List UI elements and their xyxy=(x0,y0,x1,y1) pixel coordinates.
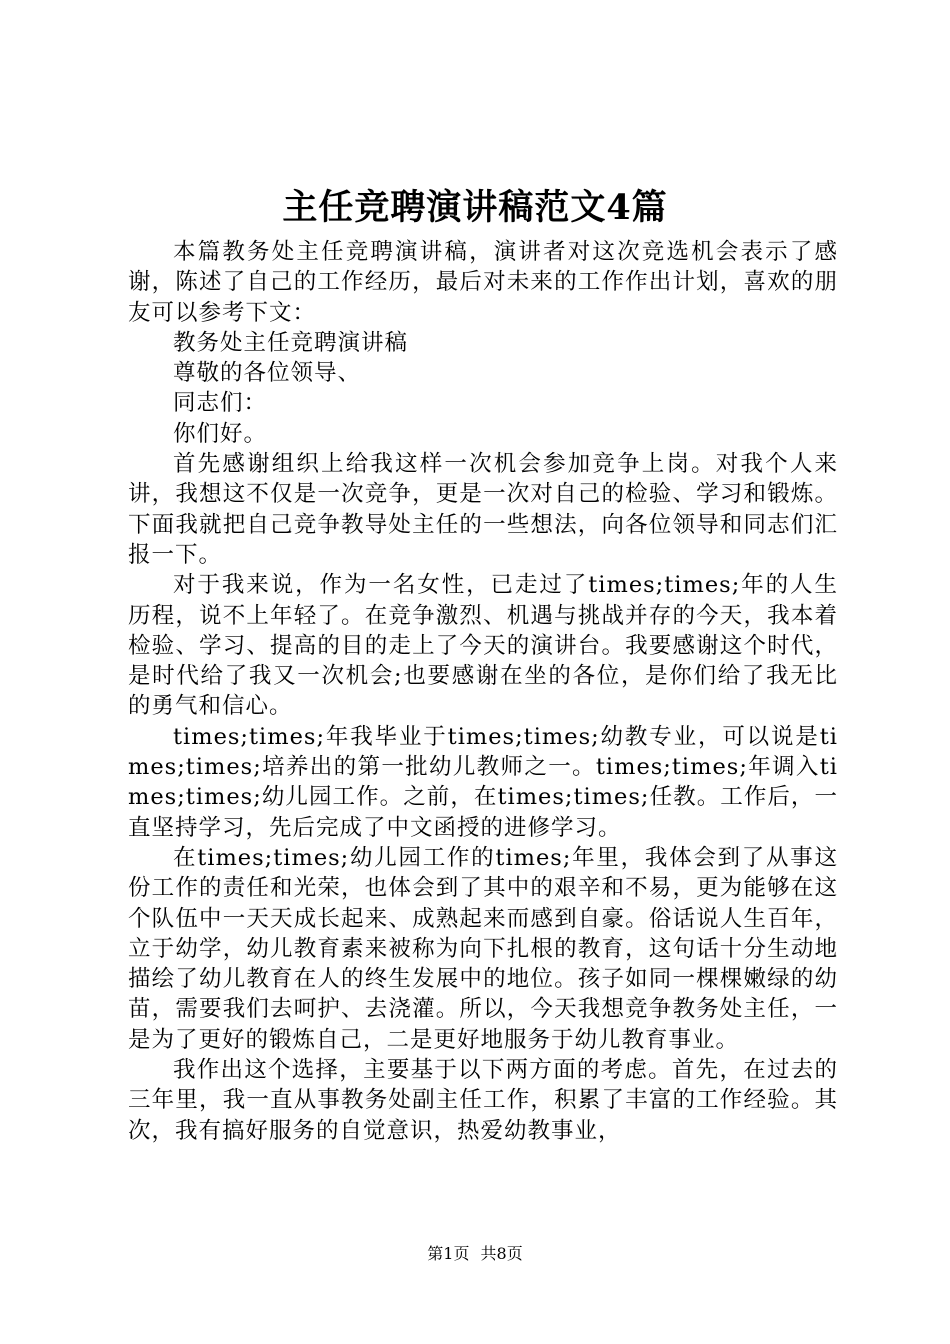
paragraph-salutation-comrades: 同志们： xyxy=(173,390,268,417)
paragraph-body: 首先感谢组织上给我这样一次机会参加竞争上岗。对我个人来讲，我想这不仅是一次竞争，更是一次对自己的检验、学习和锻炼。下面我就把自己竞争教导处主任的一些想法，向各位领导和同志们汇报一下。 xyxy=(128,451,838,568)
page-number: 第1页 xyxy=(427,1244,470,1263)
paragraph-subtitle: 教务处主任竞聘演讲稿 xyxy=(173,329,409,356)
paragraph-body: 我作出这个选择，主要基于以下两方面的考虑。首先，在过去的三年里，我一直从事教务处副主任工作，积累了丰富的工作经验。其次，我有搞好服务的自觉意识，热爱幼教事业， xyxy=(128,1057,838,1144)
page-footer xyxy=(0,1242,950,1266)
document-body xyxy=(128,237,838,1146)
document-title: 主任竞聘演讲稿范文4篇 xyxy=(282,187,668,228)
paragraph-salutation-leaders: 尊敬的各位领导、 xyxy=(173,360,362,387)
paragraph-body: times;times;年我毕业于times;times;幼教专业，可以说是times;times;培养出的第一批幼儿教师之一。times;times;年调入times;times;幼儿园工作。之前，在times;times;任教。工作后，一直坚持学习，先后完成了中文函授的进修学习。 xyxy=(128,723,838,841)
paragraph-body: 在times;times;幼儿园工作的times;年里，我体会到了从事这份工作的责任和光荣，也体会到了其中的艰辛和不易，更为能够在这个队伍中一天天成长起来、成熟起来而感到自豪。俗话说人生百年，立于幼学，幼儿教育素来被称为向下扎根的教育，这句话十分生动地描绘了幼儿教育在人的终生发展中的地位。孩子如同一棵棵嫩绿的幼苗，需要我们去呵护、去浇灌。所以，今天我想竞争教务处主任，一是为了更好的锻炼自己，二是更好地服务于幼儿教育事业。 xyxy=(128,844,838,1053)
paragraph-body: 对于我来说，作为一名女性，已走过了times;times;年的人生历程，说不上年轻了。在竞争激烈、机遇与挑战并存的今天，我本着检验、学习、提高的目的走上了今天的演讲台。我要感谢这个时代，是时代给了我又一次机会;也要感谢在坐的各位，是你们给了我无比的勇气和信心。 xyxy=(128,572,838,720)
page-total: 共8页 xyxy=(480,1244,523,1263)
paragraph-intro: 本篇教务处主任竞聘演讲稿，演讲者对这次竞选机会表示了感谢，陈述了自己的工作经历，最后对未来的工作作出计划，喜欢的朋友可以参考下文： xyxy=(128,239,838,326)
paragraph-greeting: 你们好。 xyxy=(173,420,268,447)
